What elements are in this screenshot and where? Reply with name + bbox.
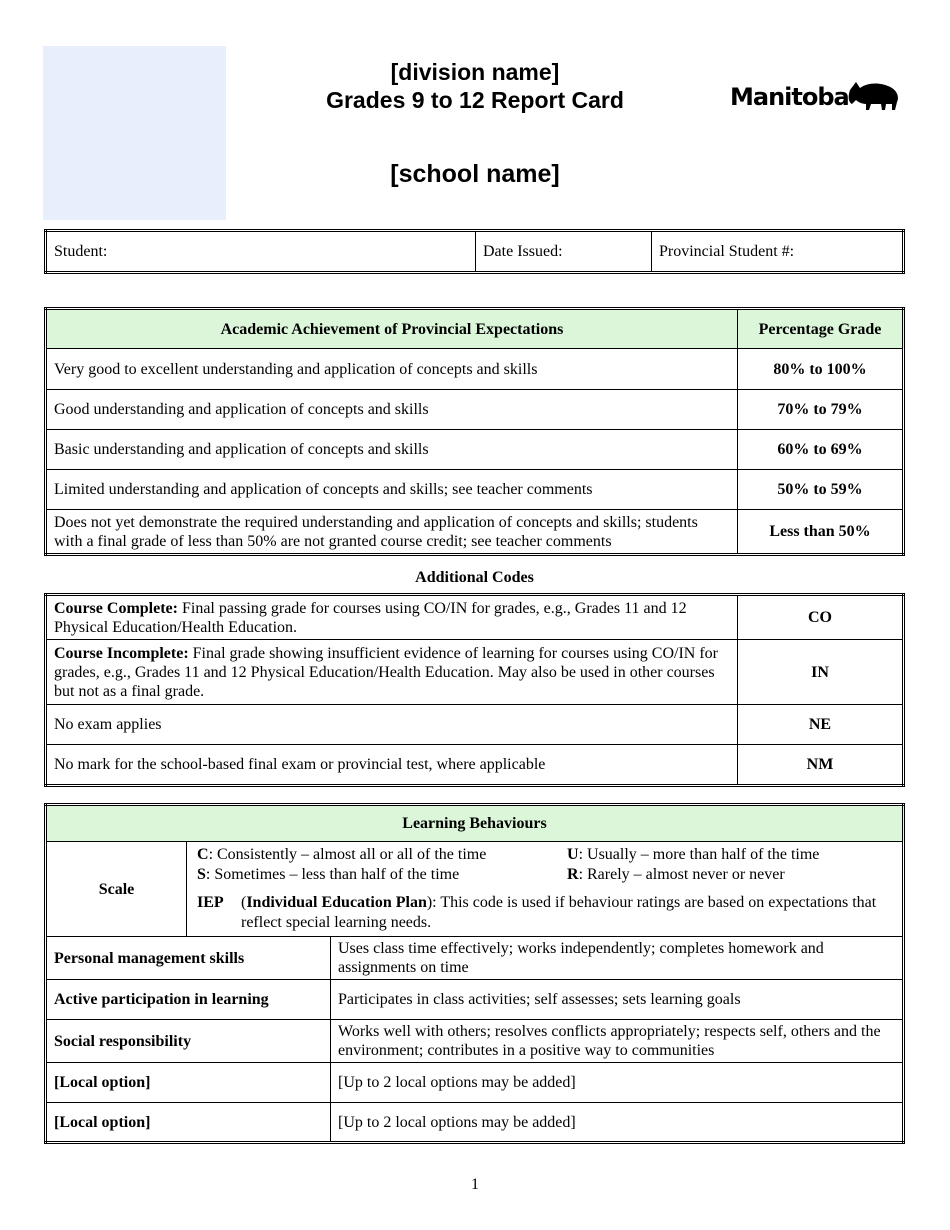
- behaviour-desc: [Up to 2 local options may be added]: [331, 1103, 904, 1143]
- additional-codes-table: [44, 593, 905, 787]
- code: CO: [738, 595, 904, 640]
- manitoba-logo: [728, 74, 900, 114]
- achievement-desc: Limited understanding and application of concepts and skills; see teacher comments: [46, 470, 738, 510]
- scale-text: : Consistently – almost all or all of the time: [208, 846, 487, 863]
- table-row: [46, 595, 904, 640]
- code-desc: No mark for the school-based final exam or provincial test, where applicable: [46, 745, 738, 786]
- table-row: [46, 349, 904, 390]
- iep-paren: (: [241, 894, 247, 911]
- behaviour-skill: Social responsibility: [46, 1020, 331, 1063]
- code: IN: [738, 640, 904, 705]
- table-row: [46, 390, 904, 430]
- date-issued-field[interactable]: Date Issued:: [476, 231, 652, 273]
- behaviour-desc: Participates in class activities; self assesses; sets learning goals: [331, 980, 904, 1020]
- scale-code: S: [197, 866, 206, 883]
- scale-text: : Rarely – almost never or never: [578, 866, 785, 883]
- report-title: Grades 9 to 12 Report Card: [326, 87, 624, 113]
- achievement-desc: Good understanding and application of concepts and skills: [46, 390, 738, 430]
- scale-text: : Usually – more than half of the time: [578, 846, 820, 863]
- scale-code: C: [197, 846, 209, 863]
- table-row: [46, 470, 904, 510]
- scale-code: R: [567, 866, 579, 883]
- table-row: [46, 1103, 904, 1143]
- behaviours-header: Learning Behaviours: [46, 805, 904, 842]
- behaviour-desc: [Up to 2 local options may be added]: [331, 1063, 904, 1103]
- student-field[interactable]: Student:: [46, 231, 476, 273]
- code: NE: [738, 705, 904, 745]
- code-label: Course Incomplete:: [54, 644, 189, 662]
- scale-label: Scale: [46, 842, 187, 937]
- behaviour-skill: [Local option]: [46, 1103, 331, 1143]
- table-row: [46, 937, 904, 980]
- code-desc: Final grade showing insufficient evidence of learning for courses using CO/IN for grades, e.g., Grades 11 and 12 Physical Education/Health Education. May also be used in other courses but not as a final grade.: [54, 644, 718, 700]
- achievement-desc: Basic understanding and application of concepts and skills: [46, 430, 738, 470]
- school-name: [school name]: [390, 160, 560, 188]
- code-desc: No exam applies: [46, 705, 738, 745]
- scale-code: U: [567, 846, 579, 863]
- achievement-desc: Does not yet demonstrate the required understanding and application of concepts and skills; students with a final grade of less than 50% are not granted course credit; see teacher comments: [46, 510, 738, 555]
- grade-range: Less than 50%: [738, 510, 904, 555]
- behaviour-skill: Personal management skills: [46, 937, 331, 980]
- additional-codes-title: Additional Codes: [415, 569, 534, 586]
- table-row: [46, 980, 904, 1020]
- achievement-table: [44, 307, 905, 556]
- scale-text: : Sometimes – less than half of the time: [205, 866, 460, 883]
- page-number: 1: [471, 1176, 479, 1193]
- grade-range: 60% to 69%: [738, 430, 904, 470]
- table-row: [46, 705, 904, 745]
- svg-text:Manitoba: Manitoba: [730, 83, 849, 111]
- percentage-header: Percentage Grade: [738, 309, 904, 349]
- provincial-student-number-field[interactable]: Provincial Student #:: [652, 231, 904, 273]
- achievement-header: Academic Achievement of Provincial Expectations: [46, 309, 738, 349]
- code-label: Course Complete:: [54, 599, 178, 617]
- grade-range: 70% to 79%: [738, 390, 904, 430]
- table-row: [46, 745, 904, 786]
- table-row: [46, 510, 904, 555]
- achievement-desc: Very good to excellent understanding and application of concepts and skills: [46, 349, 738, 390]
- code: NM: [738, 745, 904, 786]
- behaviour-desc: Works well with others; resolves conflicts appropriately; respects self, others and the environment; contributes in a positive way to communities: [331, 1020, 904, 1063]
- code-desc: Final passing grade for courses using CO/IN for grades, e.g., Grades 11 and 12 Physical Education/Health Education.: [54, 599, 687, 636]
- table-row: [46, 1020, 904, 1063]
- table-row: [46, 1063, 904, 1103]
- iep-name: Individual Education Plan: [246, 894, 427, 911]
- behaviour-desc: Uses class time effectively; works independently; completes homework and assignments on time: [331, 937, 904, 980]
- iep-note: [197, 893, 892, 933]
- learning-behaviours-table: [44, 803, 905, 1144]
- division-name: [division name]: [390, 59, 560, 85]
- grade-range: 50% to 59%: [738, 470, 904, 510]
- behaviour-skill: Active participation in learning: [46, 980, 331, 1020]
- table-row: [46, 640, 904, 705]
- table-row: [46, 430, 904, 470]
- grade-range: 80% to 100%: [738, 349, 904, 390]
- scale-legend: [197, 845, 892, 885]
- behaviour-skill: [Local option]: [46, 1063, 331, 1103]
- student-info-table: [44, 229, 905, 274]
- iep-code: IEP: [197, 894, 224, 911]
- iep-text: ): This code is used if behaviour ratings are based on expectations that reflect special learning needs.: [241, 894, 877, 931]
- photo-placeholder: [43, 46, 226, 220]
